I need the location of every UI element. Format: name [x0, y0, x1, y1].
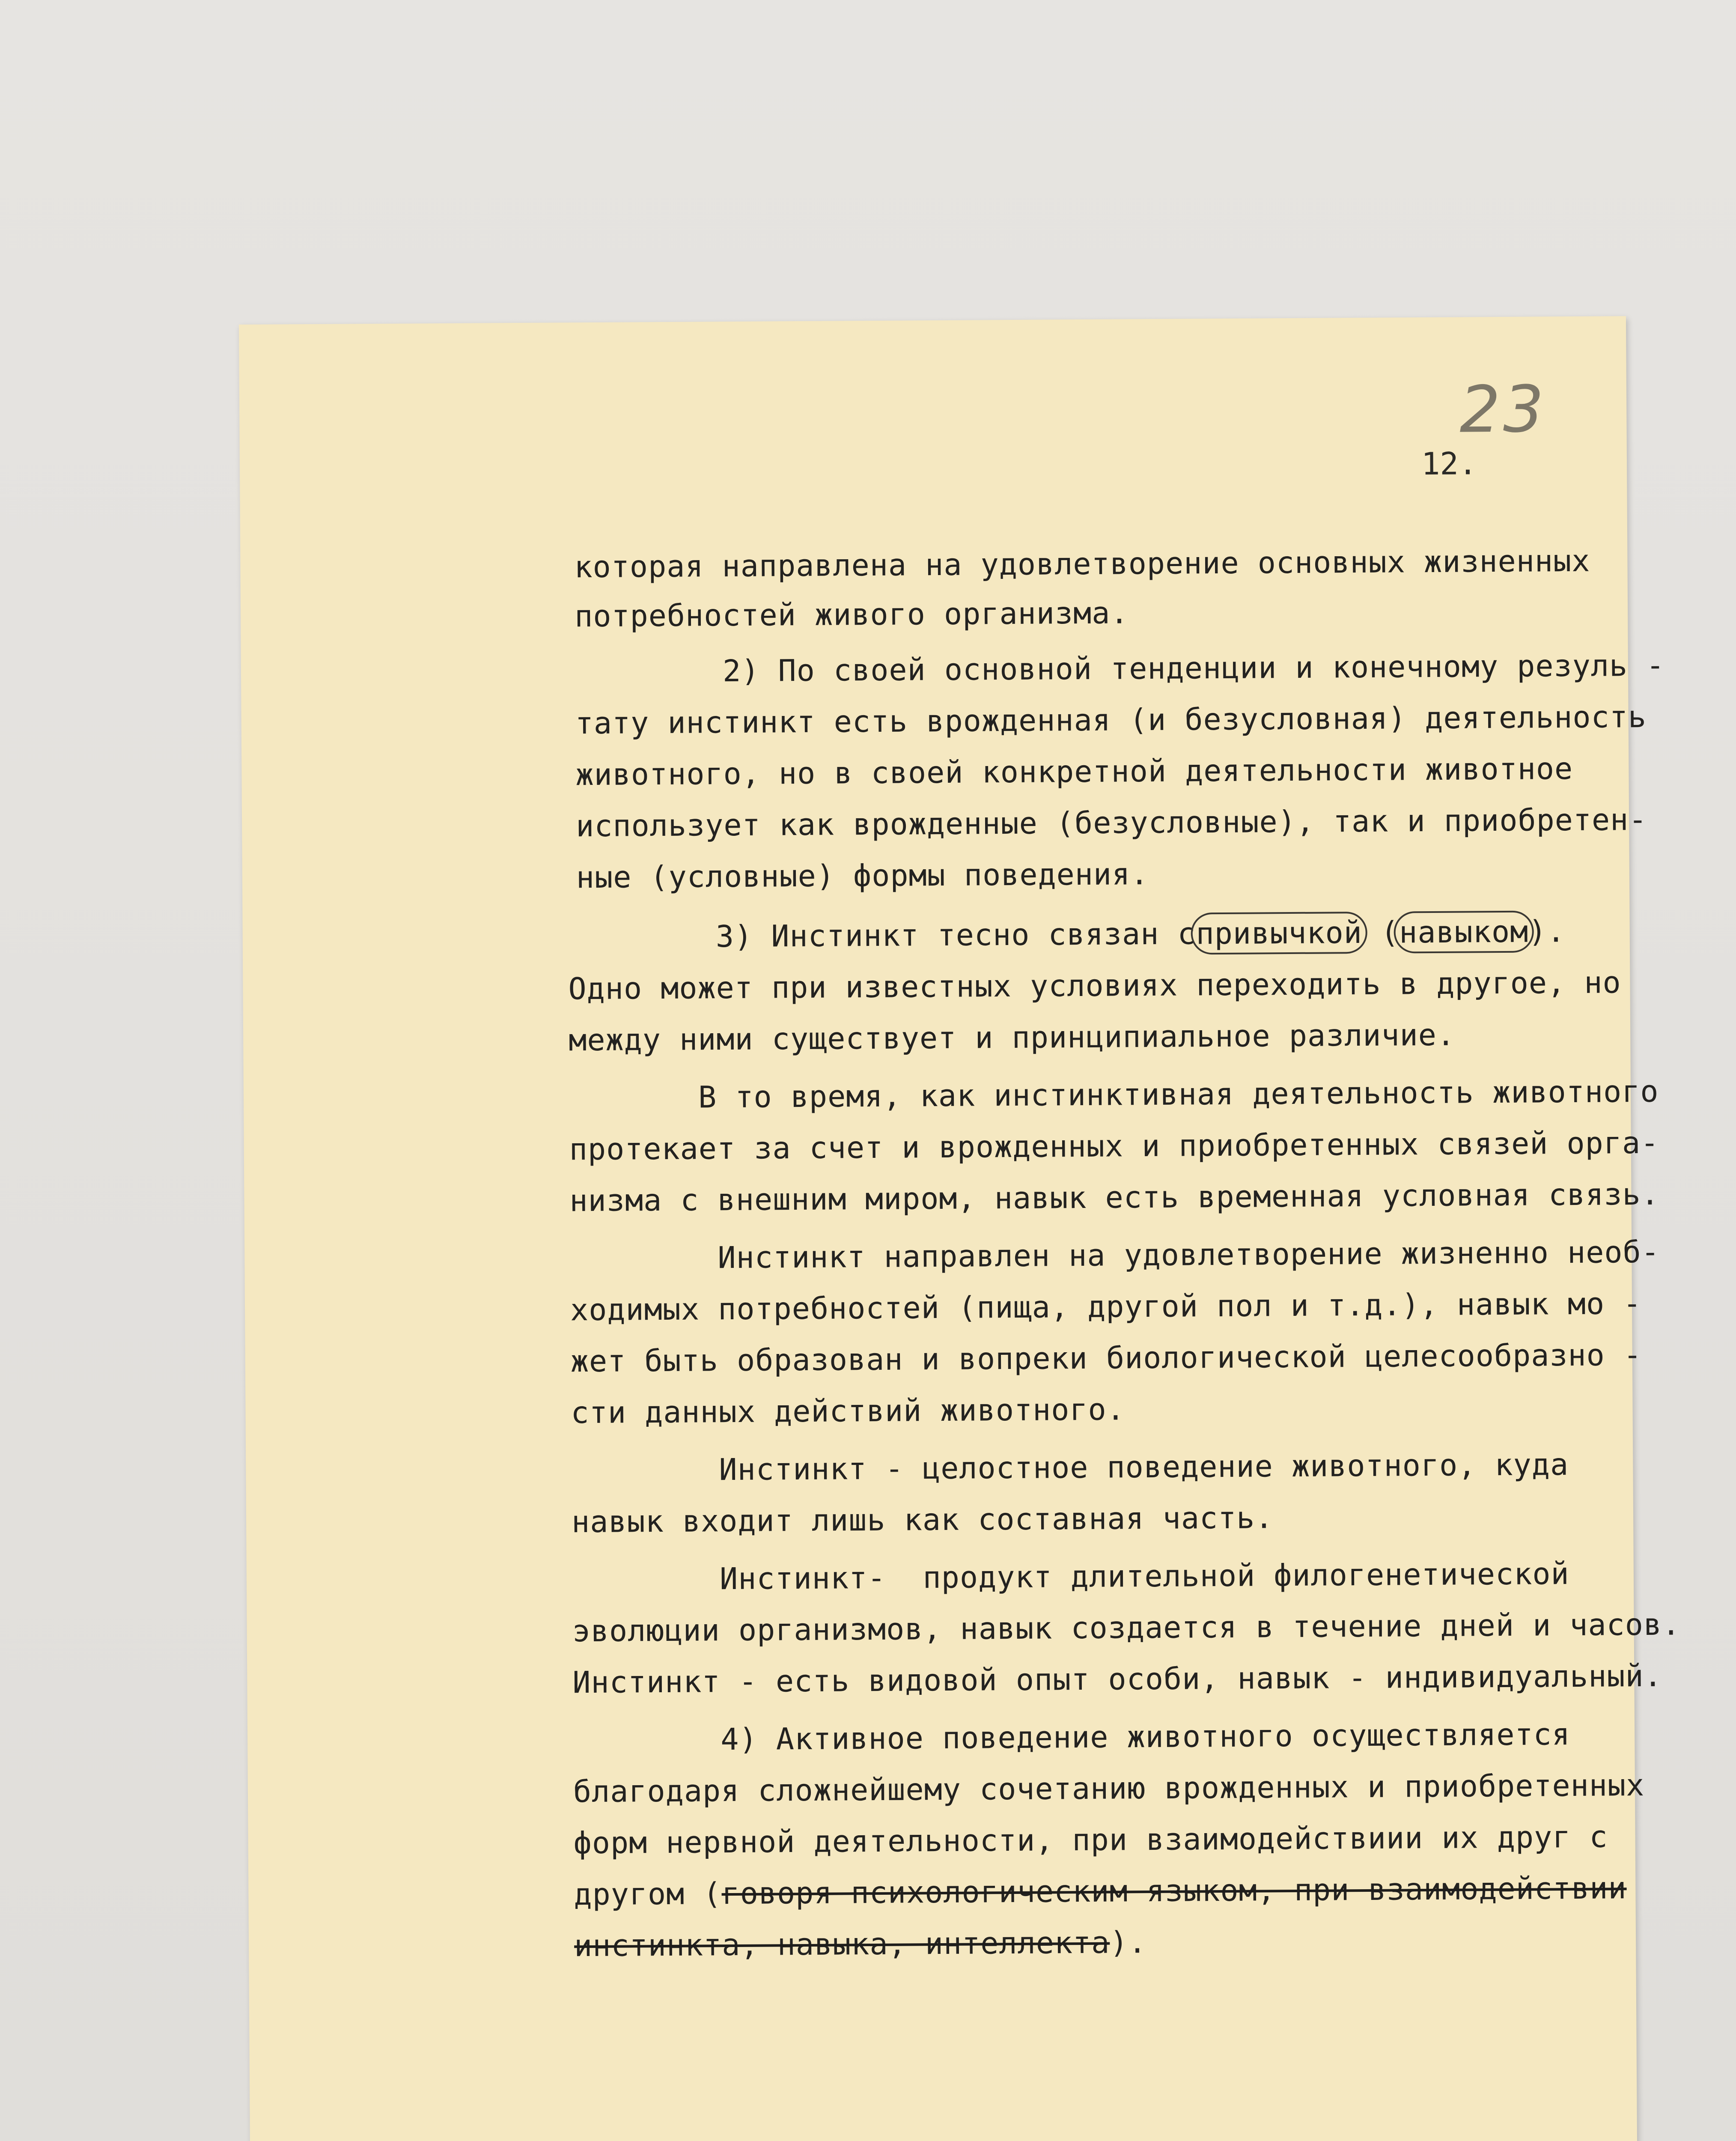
- text-line: Инстинкт - есть видовой опыт особи, навык - индивидуальный.: [572, 1658, 1663, 1700]
- text-line: тату инстинкт есть врожденная (и безусловная) деятельность: [575, 699, 1647, 741]
- circled-word-skill: навыком: [1399, 914, 1529, 950]
- text-line: [574, 1925, 1147, 1963]
- text-line: 3) Инстинкт тесно связан спривычкой (навыком).: [568, 914, 1566, 955]
- text-line: эволюции организмов, навык создается в течение дней и часов.: [572, 1607, 1681, 1649]
- text-line: между ними существует и принципиальное различие.: [568, 1017, 1456, 1058]
- text-line: 2) По своей основной тенденции и конечному резуль -: [575, 647, 1665, 690]
- text-line: сти данных действий животного.: [571, 1392, 1126, 1431]
- text-line: 4) Активное поведение животного осуществляется: [572, 1717, 1571, 1758]
- handwritten-folio-number: 23: [1459, 372, 1547, 447]
- text-line: животного, но в своей конкретной деятельности животное: [575, 751, 1573, 793]
- typewritten-sheet: [239, 316, 1681, 2141]
- text-line: Инстинкт - целостное поведение животного, куда: [571, 1447, 1569, 1488]
- text-line: потребностей живого организма.: [574, 595, 1129, 634]
- page-number: 12.: [1421, 445, 1477, 482]
- text-segment: .: [1547, 914, 1566, 949]
- circled-word-habit: привычкой: [1196, 915, 1363, 951]
- text-line: низма с внешним миром, навык есть временная условная связь.: [569, 1176, 1660, 1219]
- text-line: которая направлена на удовлетворение основных жизненных: [574, 543, 1590, 585]
- text-line: форм нервной деятельности, при взаимодействиии их друг с: [573, 1819, 1608, 1861]
- text-line: протекает за счет и врожденных и приобретенных связей орга-: [569, 1125, 1659, 1167]
- text-segment: 3) Инстинкт тесно связан с: [568, 916, 1196, 955]
- text-line: [574, 1870, 1627, 1912]
- text-line: благодаря сложнейшему сочетанию врожденных и приобретенных: [573, 1768, 1645, 1810]
- text-line: использует как врожденные (безусловные), так и приобретен-: [575, 802, 1647, 844]
- text-line: Одно может при известных условиях переходить в другое, но: [568, 965, 1621, 1007]
- text-line: В то время, как инстинктивная деятельность животного: [569, 1073, 1659, 1116]
- text-line: ходимых потребностей (пища, другой пол и т.д.), навык мо -: [570, 1286, 1642, 1328]
- struck-through-text: инстинкта, навыка, интеллекта: [574, 1925, 1110, 1964]
- text-line: ные (условные) формы поведения.: [576, 856, 1149, 895]
- text-line: навык входит лишь как составная часть.: [571, 1500, 1274, 1540]
- text-line: Инстинкт- продукт длительной филогенетической: [572, 1556, 1569, 1598]
- text-line: Инстинкт направлен на удовлетворение жизненно необ-: [570, 1234, 1660, 1276]
- text-line: жет быть образован и вопреки биологической целесообразно -: [570, 1337, 1642, 1379]
- text-segment: ).: [1110, 1925, 1147, 1960]
- text-segment: другом (: [574, 1876, 722, 1912]
- struck-through-text: говоря психологическим языком, при взаимодействии: [721, 1870, 1627, 1911]
